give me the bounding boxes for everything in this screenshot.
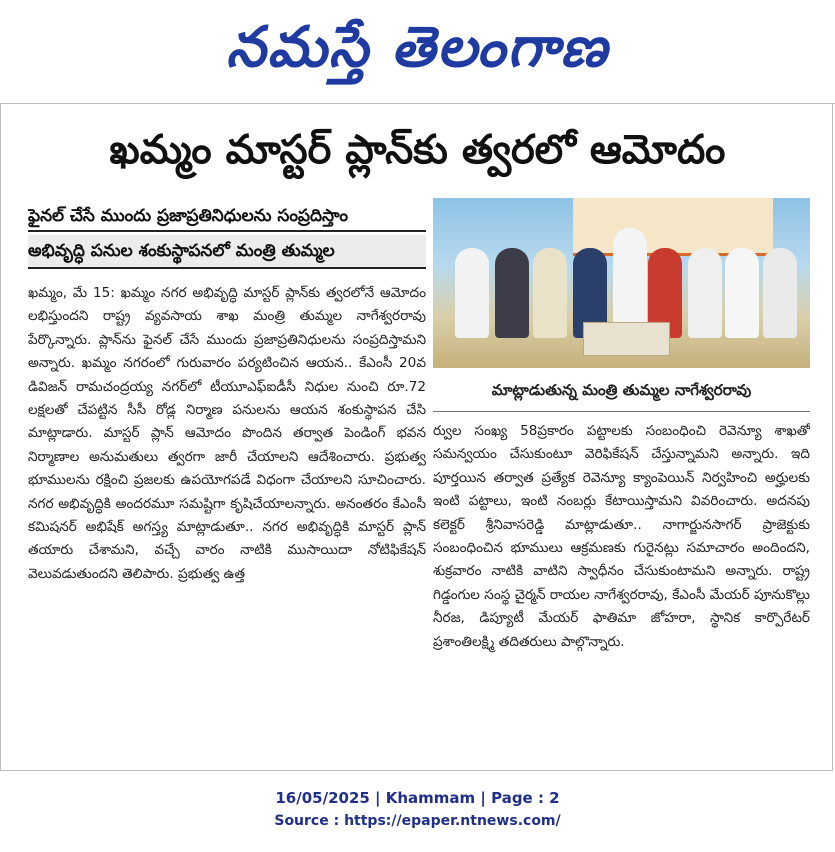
photo-person: [725, 248, 759, 338]
footer-source: Source : https://epaper.ntnews.com/: [274, 813, 561, 829]
photo-person: [688, 248, 722, 338]
newspaper-logo: నమస్తే తెలంగాణ: [226, 15, 609, 80]
masthead: [0, 0, 835, 100]
photo-person: [495, 248, 529, 338]
photo-person: [455, 248, 489, 338]
photo-table: [583, 322, 670, 356]
photo-person: [533, 248, 567, 338]
photo-person: [763, 248, 797, 338]
article-subheading-1: ఫైనల్ చేసే ముందు ప్రజాప్రతినిధులను సంప్రదిస్తాం: [28, 203, 426, 232]
article-body-right-column: ర్వుల సంఖ్య 58ప్రకారం పట్టాలకు సంబంధించి రెవెన్యూ శాఖతో సమన్వయం చేసుకుంటూ వెరిఫికేషన్ చేస్తున్నామని అన్నారు. ఇది పూర్తయిన తర్వాత ప్రత్యేక రెవెన్యూ క్యాంపెయిన్ నిర్వహించి అర్హులకు ఇంటి పట్టాలు, ఇంటి నంబర్లు కేటాయిస్తామని వివరించారు. అదనపు కలెక్టర్ శ్రీనివాసరెడ్డి మాట్లాడుతూ.. నాగార్జునసాగర్ ప్రాజెక్టుకు సంబంధించిన భూములు ఆక్రమణకు గురైనట్లు సమాచారం అందిందని, శుక్రవారం నాటికి వాటిని స్వాధీనం చేసుకుంటామని అన్నారు. రాష్ట్ర గిడ్డంగుల సంస్థ చైర్మన్ రాయల నాగేశ్వరరావు, కేఎంసీ మేయర్ పూనుకొల్లు నీరజ, డిప్యూటీ మేయర్ ఫాతిమా జోహరా, స్థానిక కార్పొరేటర్ ప్రశాంతిలక్ష్మి తదితరులు పాల్గొన్నారు.: [433, 423, 810, 650]
article-body-left-column: ఖమ్మం, మే 15: ఖమ్మం నగర అభివృద్ధి మాస్టర్ ప్లాన్‌కు త్వరలోనే ఆమోదం లభిస్తుందని రాష్ట్ర వ్యవసాయ శాఖ మంత్రి తుమ్మల నాగేశ్వరరావు పేర్కొన్నారు. ప్లాన్‌ను ఫైనల్ చేసే ముందు ప్రజాప్రతినిధులను సంప్రదిస్తామని అన్నారు. ఖమ్మం నగరంలో గురువారం పర్యటించిన ఆయన.. కేఎంసీ 20వ డివిజన్ రామచంద్రయ్య నగర్‌లో టీయూఎఫ్ఐడీసీ నిధుల నుంచి రూ.72 లక్షలతో చేపట్టిన సీసీ రోడ్ల నిర్మాణ పనులను ఆయన శంకుస్థాపన చేసి మాట్లాడారు. మాస్టర్ ప్లాన్ ఆమోదం పొందిన తర్వాత పెండింగ్ భవన నిర్మాణాల అనుమతులు త్వరగా జారీ చేయాలని ఆదేశించారు. ప్రభుత్వ భూములను రక్షించి ప్రజలకు ఉపయోగపడే విధంగా చేయాలని సూచించారు. నగర అభివృద్ధికి అందరమూ సమష్టిగా కృషిచేయాలన్నారు. అనంతరం కేఎంసీ కమిషనర్ అభిషేక్ అగస్త్య మాట్లాడుతూ.. నగర అభివృద్ధికి మాస్టర్ ప్లాన్ తయారు చేశామని, వచ్చే వారం నాటికి ముసాయిదా నోటిఫికేషన్ వెలువడుతుందని తెలిపారు. ప్రభుత్వ ఉత్త: [28, 285, 426, 582]
footer-date-edition: 16/05/2025 | Khammam | Page : 2: [275, 789, 560, 807]
page-footer: [0, 786, 835, 832]
photo-caption: మాట్లాడుతున్న మంత్రి తుమ్మల నాగేశ్వరరావు: [433, 369, 810, 412]
article-headline: ఖమ్మం మాస్టర్ ప్లాన్‌కు త్వరలో ఆమోదం: [109, 127, 726, 173]
article-subheading-2: అభివృద్ధి పనుల శంకుస్థాపనలో మంత్రి తుమ్మల: [28, 235, 426, 269]
article-photo: [433, 198, 810, 368]
